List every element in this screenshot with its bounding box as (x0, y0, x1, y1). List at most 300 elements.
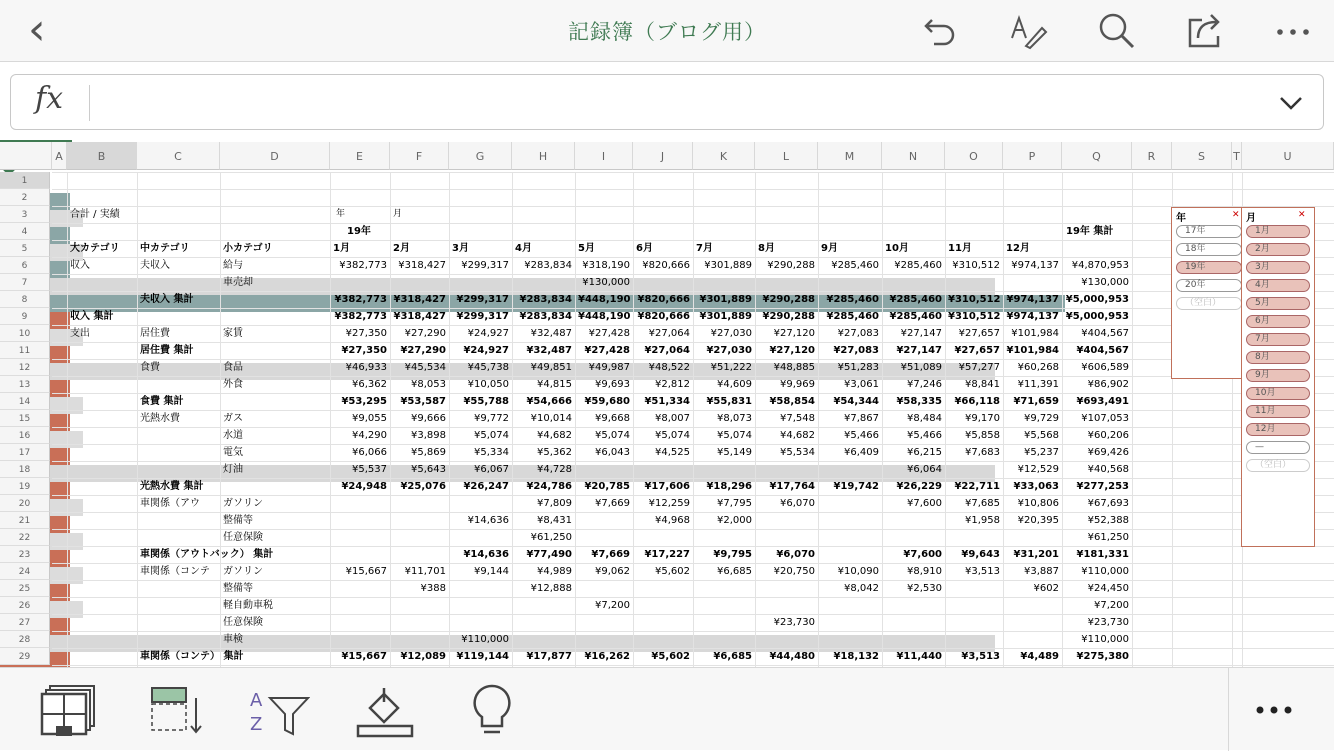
spreadsheet-grid[interactable] (0, 140, 1334, 667)
value-cell[interactable]: ¥14,636 (467, 515, 509, 526)
value-cell[interactable]: ¥1,958 (965, 515, 1000, 526)
value-cell[interactable]: ¥45,738 (467, 362, 509, 373)
category-c-cell[interactable]: ガソリン (223, 498, 263, 509)
value-cell[interactable]: ¥285,460 (889, 294, 942, 305)
filter-year[interactable]: 年 (336, 209, 346, 219)
value-cell[interactable]: ¥974,137 (1006, 311, 1059, 322)
value-cell[interactable]: ¥285,460 (889, 311, 942, 322)
value-cell[interactable]: ¥6,067 (474, 464, 509, 475)
value-cell[interactable]: ¥5,074 (474, 430, 509, 441)
value-cell[interactable]: ¥22,711 (954, 481, 1000, 492)
value-cell[interactable]: ¥8,042 (844, 583, 879, 594)
category-b-cell[interactable]: 光熱水費 (140, 413, 180, 424)
value-cell[interactable]: ¥181,331 (1076, 549, 1129, 560)
value-cell[interactable]: ¥5,858 (965, 430, 1000, 441)
value-cell[interactable]: ¥285,460 (826, 311, 879, 322)
column-header-q[interactable]: Q (1062, 142, 1132, 170)
value-cell[interactable]: ¥310,512 (952, 260, 1000, 271)
search-icon[interactable] (1096, 10, 1136, 50)
value-cell[interactable]: ¥7,548 (780, 413, 815, 424)
value-cell[interactable]: ¥5,000,953 (1065, 311, 1129, 322)
draw-pen-icon[interactable] (1008, 10, 1048, 50)
row-header-15[interactable]: 15 (0, 410, 50, 427)
value-cell[interactable]: ¥59,680 (584, 396, 630, 407)
value-cell[interactable]: ¥18,132 (833, 651, 879, 662)
value-cell[interactable]: ¥7,246 (907, 379, 942, 390)
value-cell[interactable]: ¥6,409 (844, 447, 879, 458)
value-cell[interactable]: ¥110,000 (1081, 566, 1129, 577)
row-header-26[interactable]: 26 (0, 597, 50, 614)
value-cell[interactable]: ¥277,253 (1076, 481, 1129, 492)
formula-bar[interactable] (10, 74, 1324, 130)
slicer-item[interactable]: 18年 (1176, 243, 1242, 256)
value-cell[interactable]: ¥5,643 (411, 464, 446, 475)
value-cell[interactable]: ¥5,466 (844, 430, 879, 441)
value-cell[interactable]: ¥285,460 (826, 294, 879, 305)
value-cell[interactable]: ¥6,685 (713, 651, 752, 662)
value-cell[interactable]: ¥4,525 (655, 447, 690, 458)
value-cell[interactable]: ¥10,090 (837, 566, 879, 577)
slicer-item[interactable]: （空白） (1246, 459, 1310, 472)
value-cell[interactable]: ¥3,887 (1024, 566, 1059, 577)
value-cell[interactable]: ¥5,466 (907, 430, 942, 441)
value-cell[interactable]: ¥52,388 (1087, 515, 1129, 526)
value-cell[interactable]: ¥51,283 (837, 362, 879, 373)
value-cell[interactable]: ¥7,600 (903, 549, 942, 560)
row-header-1[interactable]: 1 (0, 172, 50, 189)
value-cell[interactable]: ¥24,948 (341, 481, 387, 492)
value-cell[interactable]: ¥16,262 (584, 651, 630, 662)
back-chevron-icon[interactable]: ‹ (28, 4, 46, 55)
value-cell[interactable]: ¥27,428 (584, 345, 630, 356)
value-cell[interactable]: ¥382,773 (339, 260, 387, 271)
value-cell[interactable]: ¥12,888 (530, 583, 572, 594)
value-cell[interactable]: ¥17,764 (769, 481, 815, 492)
value-cell[interactable]: ¥27,120 (769, 345, 815, 356)
value-cell[interactable]: ¥3,513 (961, 651, 1000, 662)
value-cell[interactable]: ¥20,750 (773, 566, 815, 577)
value-cell[interactable]: ¥66,118 (954, 396, 1000, 407)
value-cell[interactable]: ¥299,317 (461, 260, 509, 271)
value-cell[interactable]: ¥6,066 (352, 447, 387, 458)
value-cell[interactable]: ¥299,317 (456, 311, 509, 322)
slicer-item[interactable]: 1月 (1246, 225, 1310, 238)
value-cell[interactable]: ¥382,773 (334, 294, 387, 305)
column-header-i[interactable]: I (575, 142, 633, 170)
column-header-u[interactable]: U (1242, 142, 1334, 170)
value-cell[interactable]: ¥57,277 (958, 362, 1000, 373)
value-cell[interactable]: ¥24,927 (463, 345, 509, 356)
value-cell[interactable]: ¥17,606 (644, 481, 690, 492)
value-cell[interactable]: ¥8,484 (907, 413, 942, 424)
slicer-item[interactable]: 6月 (1246, 315, 1310, 328)
row-header-24[interactable]: 24 (0, 563, 50, 580)
value-cell[interactable]: ¥9,643 (961, 549, 1000, 560)
value-cell[interactable]: ¥130,000 (582, 277, 630, 288)
value-cell[interactable]: ¥9,969 (780, 379, 815, 390)
value-cell[interactable]: ¥6,070 (780, 498, 815, 509)
value-cell[interactable]: ¥67,693 (1087, 498, 1129, 509)
value-cell[interactable]: ¥32,487 (526, 345, 572, 356)
row-header-20[interactable]: 20 (0, 495, 50, 512)
row-header-4[interactable]: 4 (0, 223, 50, 240)
category-c-cell[interactable]: 外食 (223, 379, 243, 390)
value-cell[interactable]: ¥310,512 (948, 311, 1001, 322)
value-cell[interactable]: ¥285,460 (831, 260, 879, 271)
value-cell[interactable]: ¥5,237 (1024, 447, 1059, 458)
value-cell[interactable]: ¥283,834 (524, 260, 572, 271)
slicer-item[interactable]: 5月 (1246, 297, 1310, 310)
value-cell[interactable]: ¥58,854 (769, 396, 815, 407)
value-cell[interactable]: ¥974,137 (1011, 260, 1059, 271)
value-cell[interactable]: ¥71,659 (1013, 396, 1059, 407)
value-cell[interactable]: ¥53,295 (341, 396, 387, 407)
column-header-t[interactable]: T (1232, 142, 1242, 170)
category-b-cell[interactable]: 食費 集計 (140, 396, 184, 407)
value-cell[interactable]: ¥7,200 (595, 600, 630, 611)
value-cell[interactable]: ¥318,427 (398, 260, 446, 271)
value-cell[interactable]: ¥14,636 (463, 549, 509, 560)
value-cell[interactable]: ¥20,395 (1017, 515, 1059, 526)
value-cell[interactable]: ¥45,534 (404, 362, 446, 373)
value-cell[interactable]: ¥27,083 (837, 328, 879, 339)
value-cell[interactable]: ¥9,170 (965, 413, 1000, 424)
value-cell[interactable]: ¥6,064 (907, 464, 942, 475)
value-cell[interactable]: ¥7,867 (844, 413, 879, 424)
value-cell[interactable]: ¥12,089 (400, 651, 446, 662)
row-header-10[interactable]: 10 (0, 325, 50, 342)
value-cell[interactable]: ¥5,074 (655, 430, 690, 441)
value-cell[interactable]: ¥606,589 (1081, 362, 1129, 373)
value-cell[interactable]: ¥2,530 (907, 583, 942, 594)
slicer-item[interactable]: 11月 (1246, 405, 1310, 418)
value-cell[interactable]: ¥27,120 (773, 328, 815, 339)
undo-icon[interactable] (920, 10, 960, 50)
value-cell[interactable]: ¥974,137 (1006, 294, 1059, 305)
column-header-o[interactable]: O (945, 142, 1003, 170)
value-cell[interactable]: ¥9,666 (411, 413, 446, 424)
value-cell[interactable]: ¥23,730 (773, 617, 815, 628)
value-cell[interactable]: ¥40,568 (1087, 464, 1129, 475)
value-cell[interactable]: ¥119,144 (456, 651, 509, 662)
value-cell[interactable]: ¥3,898 (411, 430, 446, 441)
row-header-2[interactable]: 中カテゴリ (140, 243, 190, 254)
column-header-g[interactable]: G (449, 142, 512, 170)
value-cell[interactable]: ¥27,083 (833, 345, 879, 356)
more-commands-icon[interactable] (1246, 684, 1306, 738)
value-cell[interactable]: ¥60,206 (1087, 430, 1129, 441)
value-cell[interactable]: ¥11,440 (896, 651, 942, 662)
value-cell[interactable]: ¥6,685 (717, 566, 752, 577)
clear-filter-icon[interactable]: ✕ (1298, 210, 1306, 220)
value-cell[interactable]: ¥7,683 (965, 447, 1000, 458)
value-cell[interactable]: ¥285,460 (894, 260, 942, 271)
value-cell[interactable]: ¥7,600 (907, 498, 942, 509)
chevron-down-icon[interactable] (1277, 89, 1305, 117)
value-cell[interactable]: ¥5,602 (655, 566, 690, 577)
row-header-9[interactable]: 9 (0, 308, 50, 325)
value-cell[interactable]: ¥24,927 (467, 328, 509, 339)
column-header-b[interactable]: B (67, 142, 137, 170)
category-c-cell[interactable]: 車検 (223, 634, 243, 645)
row-header-27[interactable]: 27 (0, 614, 50, 631)
category-c-cell[interactable]: 任意保険 (223, 532, 263, 543)
value-cell[interactable]: ¥310,512 (948, 294, 1001, 305)
fill-color-icon[interactable] (356, 684, 416, 738)
slicer-item[interactable]: 20年 (1176, 279, 1242, 292)
value-cell[interactable]: ¥27,030 (710, 328, 752, 339)
category-c-cell[interactable]: 食品 (223, 362, 243, 373)
value-cell[interactable]: ¥9,144 (474, 566, 509, 577)
value-cell[interactable]: ¥290,288 (762, 294, 815, 305)
value-cell[interactable]: ¥4,682 (537, 430, 572, 441)
value-cell[interactable]: ¥10,050 (467, 379, 509, 390)
value-cell[interactable]: ¥7,809 (537, 498, 572, 509)
value-cell[interactable]: ¥10,806 (1017, 498, 1059, 509)
value-cell[interactable]: ¥5,334 (474, 447, 509, 458)
value-cell[interactable]: ¥27,147 (900, 328, 942, 339)
value-cell[interactable]: ¥5,534 (780, 447, 815, 458)
slicer-item[interactable]: 2月 (1246, 243, 1310, 256)
column-header-p[interactable]: P (1003, 142, 1062, 170)
value-cell[interactable]: ¥404,567 (1081, 328, 1129, 339)
clear-filter-icon[interactable]: ✕ (1232, 210, 1240, 220)
value-cell[interactable]: ¥8,007 (655, 413, 690, 424)
value-cell[interactable]: ¥101,984 (1006, 345, 1059, 356)
value-cell[interactable]: ¥15,667 (341, 651, 387, 662)
value-cell[interactable]: ¥107,053 (1081, 413, 1129, 424)
category-c-cell[interactable]: 灯油 (223, 464, 243, 475)
value-cell[interactable]: ¥130,000 (1081, 277, 1129, 288)
insert-row-icon[interactable] (148, 684, 208, 738)
value-cell[interactable]: ¥110,000 (1081, 634, 1129, 645)
column-header-n[interactable]: N (882, 142, 945, 170)
value-cell[interactable]: ¥5,568 (1024, 430, 1059, 441)
value-cell[interactable]: ¥275,380 (1076, 651, 1129, 662)
value-cell[interactable]: ¥4,609 (717, 379, 752, 390)
row-header-29[interactable]: 29 (0, 648, 50, 665)
value-cell[interactable]: ¥77,490 (526, 549, 572, 560)
slicer-item[interactable]: 9月 (1246, 369, 1310, 382)
value-cell[interactable]: ¥55,831 (706, 396, 752, 407)
category-a-cell[interactable]: 収入 (70, 260, 90, 271)
value-cell[interactable]: ¥301,889 (699, 311, 752, 322)
row-header-21[interactable]: 21 (0, 512, 50, 529)
row-header-5[interactable]: 5 (0, 240, 50, 257)
value-cell[interactable]: ¥6,070 (776, 549, 815, 560)
value-cell[interactable]: ¥44,480 (769, 651, 815, 662)
value-cell[interactable]: ¥9,772 (474, 413, 509, 424)
value-cell[interactable]: ¥5,537 (352, 464, 387, 475)
value-cell[interactable]: ¥6,215 (907, 447, 942, 458)
value-cell[interactable]: ¥9,693 (595, 379, 630, 390)
row-header-16[interactable]: 16 (0, 427, 50, 444)
category-c-cell[interactable]: 電気 (223, 447, 243, 458)
value-cell[interactable]: ¥33,063 (1013, 481, 1059, 492)
value-cell[interactable]: ¥24,786 (526, 481, 572, 492)
value-cell[interactable]: ¥19,742 (833, 481, 879, 492)
value-cell[interactable]: ¥4,870,953 (1071, 260, 1129, 271)
row-header-7[interactable]: 7 (0, 274, 50, 291)
row-header-13[interactable]: 13 (0, 376, 50, 393)
category-c-cell[interactable]: 整備等 (223, 515, 253, 526)
value-cell[interactable]: ¥10,014 (530, 413, 572, 424)
value-cell[interactable]: ¥27,290 (404, 328, 446, 339)
value-cell[interactable]: ¥8,073 (717, 413, 752, 424)
value-cell[interactable]: ¥17,227 (644, 549, 690, 560)
column-header-j[interactable]: J (633, 142, 693, 170)
value-cell[interactable]: ¥7,669 (595, 498, 630, 509)
value-cell[interactable]: ¥26,247 (463, 481, 509, 492)
value-cell[interactable]: ¥86,902 (1087, 379, 1129, 390)
value-cell[interactable]: ¥5,074 (595, 430, 630, 441)
slicer-item[interactable]: 17年 (1176, 225, 1242, 238)
value-cell[interactable]: ¥61,250 (530, 532, 572, 543)
value-cell[interactable]: ¥51,089 (900, 362, 942, 373)
value-cell[interactable]: ¥5,000,953 (1065, 294, 1129, 305)
row-header-6[interactable]: 6 (0, 257, 50, 274)
value-cell[interactable]: ¥9,668 (595, 413, 630, 424)
category-c-cell[interactable]: 軽自動車税 (223, 600, 273, 611)
category-b-cell[interactable]: 食費 (140, 362, 160, 373)
category-b-cell[interactable]: 車関係（コンテ） 集計 (140, 651, 244, 662)
category-b-cell[interactable]: 居住費 集計 (140, 345, 194, 356)
category-c-cell[interactable]: 水道 (223, 430, 243, 441)
value-cell[interactable]: ¥318,190 (582, 260, 630, 271)
value-cell[interactable]: ¥69,426 (1087, 447, 1129, 458)
slicer-slicer_month[interactable] (1241, 207, 1315, 547)
value-cell[interactable]: ¥299,317 (456, 294, 509, 305)
category-c-cell[interactable]: 家賃 (223, 328, 243, 339)
value-cell[interactable]: ¥54,344 (833, 396, 879, 407)
category-b-cell[interactable]: 車関係（アウトバック） 集計 (140, 549, 274, 560)
value-cell[interactable]: ¥27,030 (706, 345, 752, 356)
value-cell[interactable]: ¥46,933 (345, 362, 387, 373)
value-cell[interactable]: ¥54,666 (526, 396, 572, 407)
value-cell[interactable]: ¥2,000 (717, 515, 752, 526)
slicer-item[interactable]: 7月 (1246, 333, 1310, 346)
value-cell[interactable]: ¥3,061 (844, 379, 879, 390)
category-c-cell[interactable]: 整備等 (223, 583, 253, 594)
value-cell[interactable]: ¥27,350 (341, 345, 387, 356)
slicer-item[interactable]: （空白） (1176, 297, 1242, 310)
value-cell[interactable]: ¥9,055 (352, 413, 387, 424)
value-cell[interactable]: ¥12,529 (1017, 464, 1059, 475)
slicer-item[interactable]: 3月 (1246, 261, 1310, 274)
category-c-cell[interactable]: ガソリン (223, 566, 263, 577)
value-cell[interactable]: ¥820,666 (642, 260, 690, 271)
row-header-14[interactable]: 14 (0, 393, 50, 410)
value-cell[interactable]: ¥20,785 (584, 481, 630, 492)
column-header-c[interactable]: C (137, 142, 220, 170)
row-header-3[interactable]: 小カテゴリ (223, 243, 273, 254)
value-cell[interactable]: ¥4,728 (537, 464, 572, 475)
value-cell[interactable]: ¥8,431 (537, 515, 572, 526)
value-cell[interactable]: ¥27,290 (400, 345, 446, 356)
category-b-cell[interactable]: 光熱水費 集計 (140, 481, 204, 492)
slicer-item[interactable]: 4月 (1246, 279, 1310, 292)
row-header-3[interactable]: 3 (0, 206, 50, 223)
row-header-22[interactable]: 22 (0, 529, 50, 546)
value-cell[interactable]: ¥61,250 (1087, 532, 1129, 543)
value-cell[interactable]: ¥5,074 (717, 430, 752, 441)
slicer-item[interactable]: 19年 (1176, 261, 1242, 274)
value-cell[interactable]: ¥283,834 (519, 311, 572, 322)
value-cell[interactable]: ¥24,450 (1087, 583, 1129, 594)
value-cell[interactable]: ¥301,889 (699, 294, 752, 305)
value-cell[interactable]: ¥27,147 (896, 345, 942, 356)
value-cell[interactable]: ¥8,053 (411, 379, 446, 390)
document-title[interactable]: 記録簿（ブログ用） (568, 20, 766, 44)
value-cell[interactable]: ¥60,268 (1017, 362, 1059, 373)
value-cell[interactable]: ¥4,815 (537, 379, 572, 390)
column-header-l[interactable]: L (755, 142, 818, 170)
column-header-m[interactable]: M (818, 142, 882, 170)
value-cell[interactable]: ¥32,487 (530, 328, 572, 339)
value-cell[interactable]: ¥5,149 (717, 447, 752, 458)
slicer-item[interactable]: 12月 (1246, 423, 1310, 436)
slicer-item[interactable]: — (1246, 441, 1310, 454)
row-header-8[interactable]: 8 (0, 291, 50, 308)
category-b-cell[interactable]: 車関係（コンテ (140, 566, 210, 577)
value-cell[interactable]: ¥12,259 (648, 498, 690, 509)
select-all-corner[interactable] (0, 142, 52, 170)
value-cell[interactable]: ¥51,334 (644, 396, 690, 407)
category-c-cell[interactable]: ガス (223, 413, 243, 424)
value-cell[interactable]: ¥48,885 (773, 362, 815, 373)
value-cell[interactable]: ¥6,043 (595, 447, 630, 458)
value-cell[interactable]: ¥11,701 (404, 566, 446, 577)
value-cell[interactable]: ¥4,989 (537, 566, 572, 577)
value-cell[interactable]: ¥8,841 (965, 379, 1000, 390)
row-header-18[interactable]: 18 (0, 461, 50, 478)
value-cell[interactable]: ¥820,666 (637, 311, 690, 322)
value-cell[interactable]: ¥283,834 (519, 294, 572, 305)
value-cell[interactable]: ¥602 (1033, 583, 1059, 594)
row-header-1[interactable]: 大カテゴリ (70, 243, 120, 254)
value-cell[interactable]: ¥58,335 (896, 396, 942, 407)
row-header-23[interactable]: 23 (0, 546, 50, 563)
sheets-icon[interactable] (38, 684, 98, 738)
value-cell[interactable]: ¥27,428 (588, 328, 630, 339)
value-cell[interactable]: ¥55,788 (463, 396, 509, 407)
value-cell[interactable]: ¥693,491 (1076, 396, 1129, 407)
sort-filter-icon[interactable] (250, 684, 310, 738)
value-cell[interactable]: ¥404,567 (1076, 345, 1129, 356)
value-cell[interactable]: ¥5,602 (651, 651, 690, 662)
value-cell[interactable]: ¥5,362 (537, 447, 572, 458)
value-cell[interactable]: ¥448,190 (578, 294, 631, 305)
value-cell[interactable]: ¥5,869 (411, 447, 446, 458)
value-cell[interactable]: ¥820,666 (637, 294, 690, 305)
value-cell[interactable]: ¥49,987 (588, 362, 630, 373)
value-cell[interactable]: ¥27,350 (345, 328, 387, 339)
row-header-19[interactable]: 19 (0, 478, 50, 495)
more-options-icon[interactable] (1274, 10, 1314, 50)
value-cell[interactable]: ¥7,685 (965, 498, 1000, 509)
slicer-slicer_year[interactable] (1171, 207, 1249, 379)
category-b-cell[interactable]: 居住費 (140, 328, 170, 339)
value-cell[interactable]: ¥31,201 (1013, 549, 1059, 560)
value-cell[interactable]: ¥9,729 (1024, 413, 1059, 424)
row-header-12[interactable]: 12 (0, 359, 50, 376)
value-cell[interactable]: ¥318,427 (393, 311, 446, 322)
value-cell[interactable]: ¥7,200 (1094, 600, 1129, 611)
value-cell[interactable]: ¥2,812 (655, 379, 690, 390)
value-cell[interactable]: ¥388 (420, 583, 446, 594)
value-cell[interactable]: ¥9,795 (713, 549, 752, 560)
value-cell[interactable]: ¥48,522 (648, 362, 690, 373)
